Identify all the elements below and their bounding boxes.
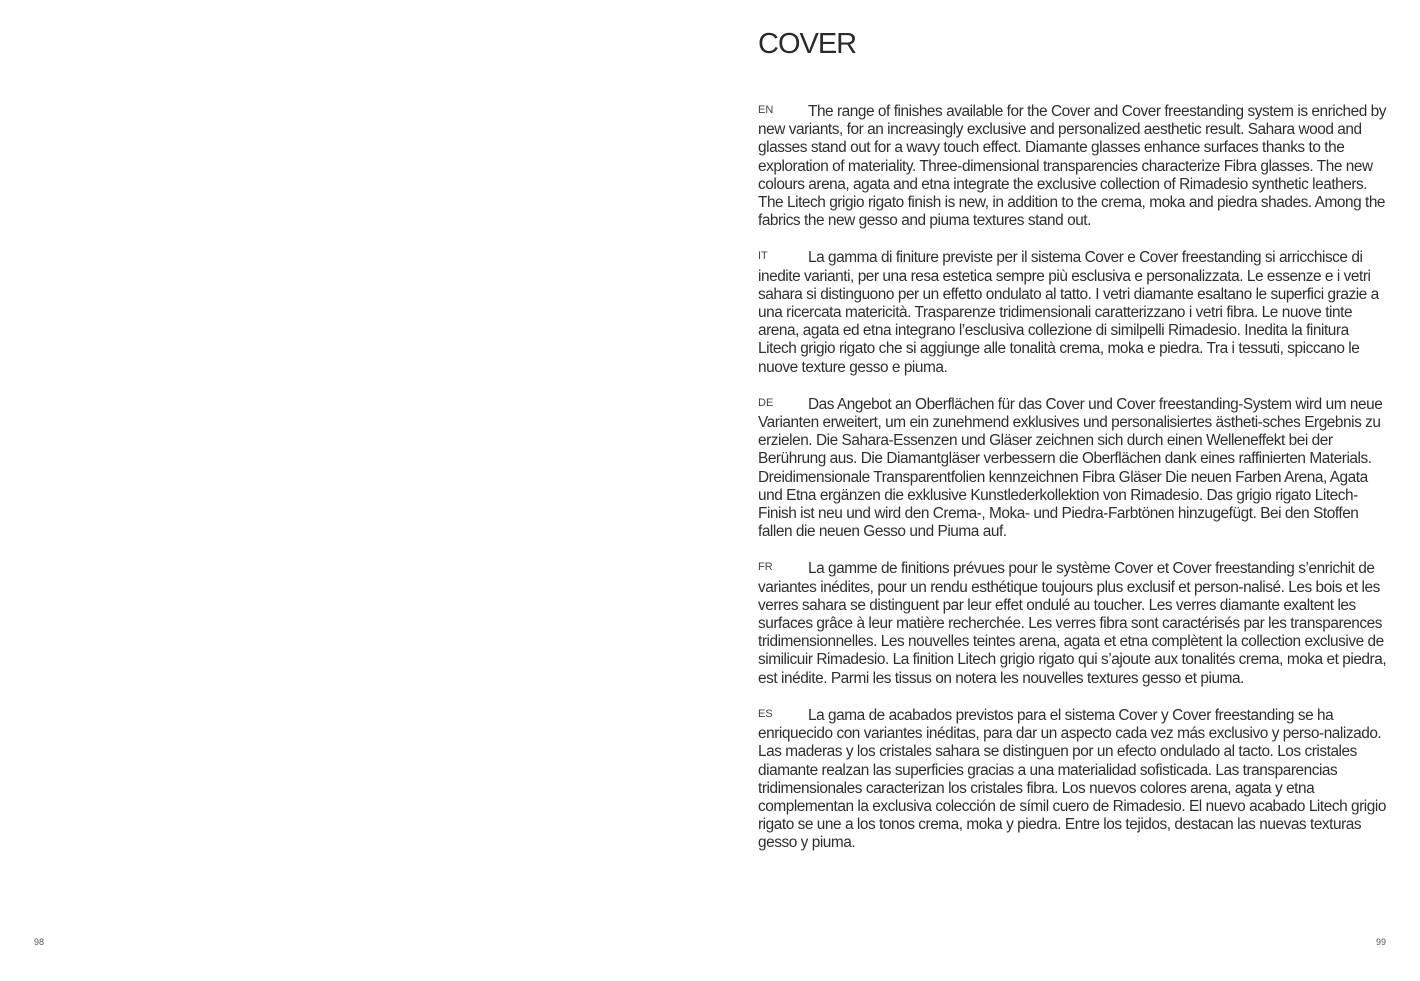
section-it bbox=[758, 247, 1388, 376]
section-text-es: La gama de acabados previstos para el sistema Cover y Cover freestanding se ha enriquecido con variantes inéditas, para dar un aspecto cada vez más exclusivo y perso-nalizado. Las maderas y los cristales sahara se distinguen por un efecto ondulado al tacto. Los cristales diamante realzan las superficies gracias a una materialidad sofisticada. Las transparencias tridimensionales caracterizan los cristales fibra. Los nuevos colores arena, agata y etna complementan la exclusiva colección de símil cuero de Rimadesio. El nuevo acabado Litech grigio rigato se une a los tonos crema, moka y piedra. Entre los tejidos, destacan las nuevas texturas gesso y piuma. bbox=[758, 706, 1386, 852]
multilingual-text bbox=[758, 101, 1388, 870]
section-fr bbox=[758, 558, 1388, 687]
section-text-fr: La gamme de finitions prévues pour le système Cover et Cover freestanding s’enrichit de variantes inédites, pour un rendu esthétique toujours plus exclusif et person-nalisé. Les bois et les verres sahara se distinguent par leur effet ondulé au toucher. Les verres diamante exaltent les surfaces grâce à leur matière recherchée. Les verres fibra sont caractérisés par les transparences tridimensionnelles. Les nouvelles teintes arena, agata et etna complètent la collection exclusive de similicuir Rimadesio. La finition Litech grigio rigato qui s’ajoute aux tonalités crema, moka et piedra, est inédite. Parmi les tissus on notera les nouvelles textures gesso et piuma. bbox=[758, 560, 1387, 687]
section-en bbox=[758, 101, 1388, 230]
language-code-en: EN bbox=[758, 104, 774, 116]
section-de bbox=[758, 394, 1388, 542]
page-number-left: 98 bbox=[34, 937, 45, 947]
page-title: COVER bbox=[758, 28, 857, 60]
section-text-it: La gamma di finiture previste per il sistema Cover e Cover freestanding si arricchisce di inedite varianti, per una resa estetica sempre più esclusiva e personalizzata. Le essenze e i vetri sahara si distinguono per un effetto ondulato al tatto. I vetri diamante esaltano le superfici grazie a una ricercata matericità. Trasparenze tridimensionali caratterizzano i vetri fibra. Le nuove tinte arena, agata ed etna integrano l’esclusiva collezione di similpelli Rimadesio. Inedita la finitura Litech grigio rigato che si aggiunge alle tonalità crema, moka e piedra. Tra i tessuti, spiccano le nuove texture gesso e piuma. bbox=[758, 249, 1379, 376]
section-text-de: Das Angebot an Oberflächen für das Cover und Cover freestanding-System wird um neue Varianten erweitert, um ein zunehmend exklusives und personalisiertes ästheti-sches Ergebnis zu erzielen. Die Sahara-Essenzen und Gläser zeichnen sich durch einen Welleneffekt bei der Berührung aus. Die Diamantgläser verbessern die Oberflächen dank eines raffinierten Materials. Dreidimensionale Transparentfolien kennzeichnen Fibra Gläser Die neuen Farben Arena, Agata und Etna ergänzen die exklusive Kunstlederkollektion von Rimadesio. Das grigio rigato Litech-Finish ist neu und wird den Crema-, Moka- und Piedra-Farbtönen hinzugefügt. Bei den Stoffen fallen die neuen Gesso und Piuma auf. bbox=[758, 395, 1383, 541]
language-code-de: DE bbox=[758, 396, 774, 409]
section-text-en: The range of finishes available for the Cover and Cover freestanding system is enriched by new variants, for an increasingly exclusive and personalized aesthetic result. Sahara wood and glasses stand out for a wavy touch effect. Diamante glasses enhance surfaces thanks to the exploration of materiality. Three-dimensional transparencies characterize Fibra glasses. The new colours arena, agata and etna integrate the exclusive collection of Rimadesio synthetic leathers. The Litech grigio rigato finish is new, in addition to the crema, moka and piedra shades. Among the fabrics the new gesso and piuma textures stand out. bbox=[758, 103, 1387, 230]
language-code-fr: FR bbox=[758, 561, 773, 574]
section-es bbox=[758, 705, 1388, 853]
right-page bbox=[710, 0, 1420, 981]
language-code-es: ES bbox=[758, 707, 773, 720]
page-number-right: 99 bbox=[1375, 937, 1386, 947]
language-code-it: IT bbox=[758, 250, 768, 263]
